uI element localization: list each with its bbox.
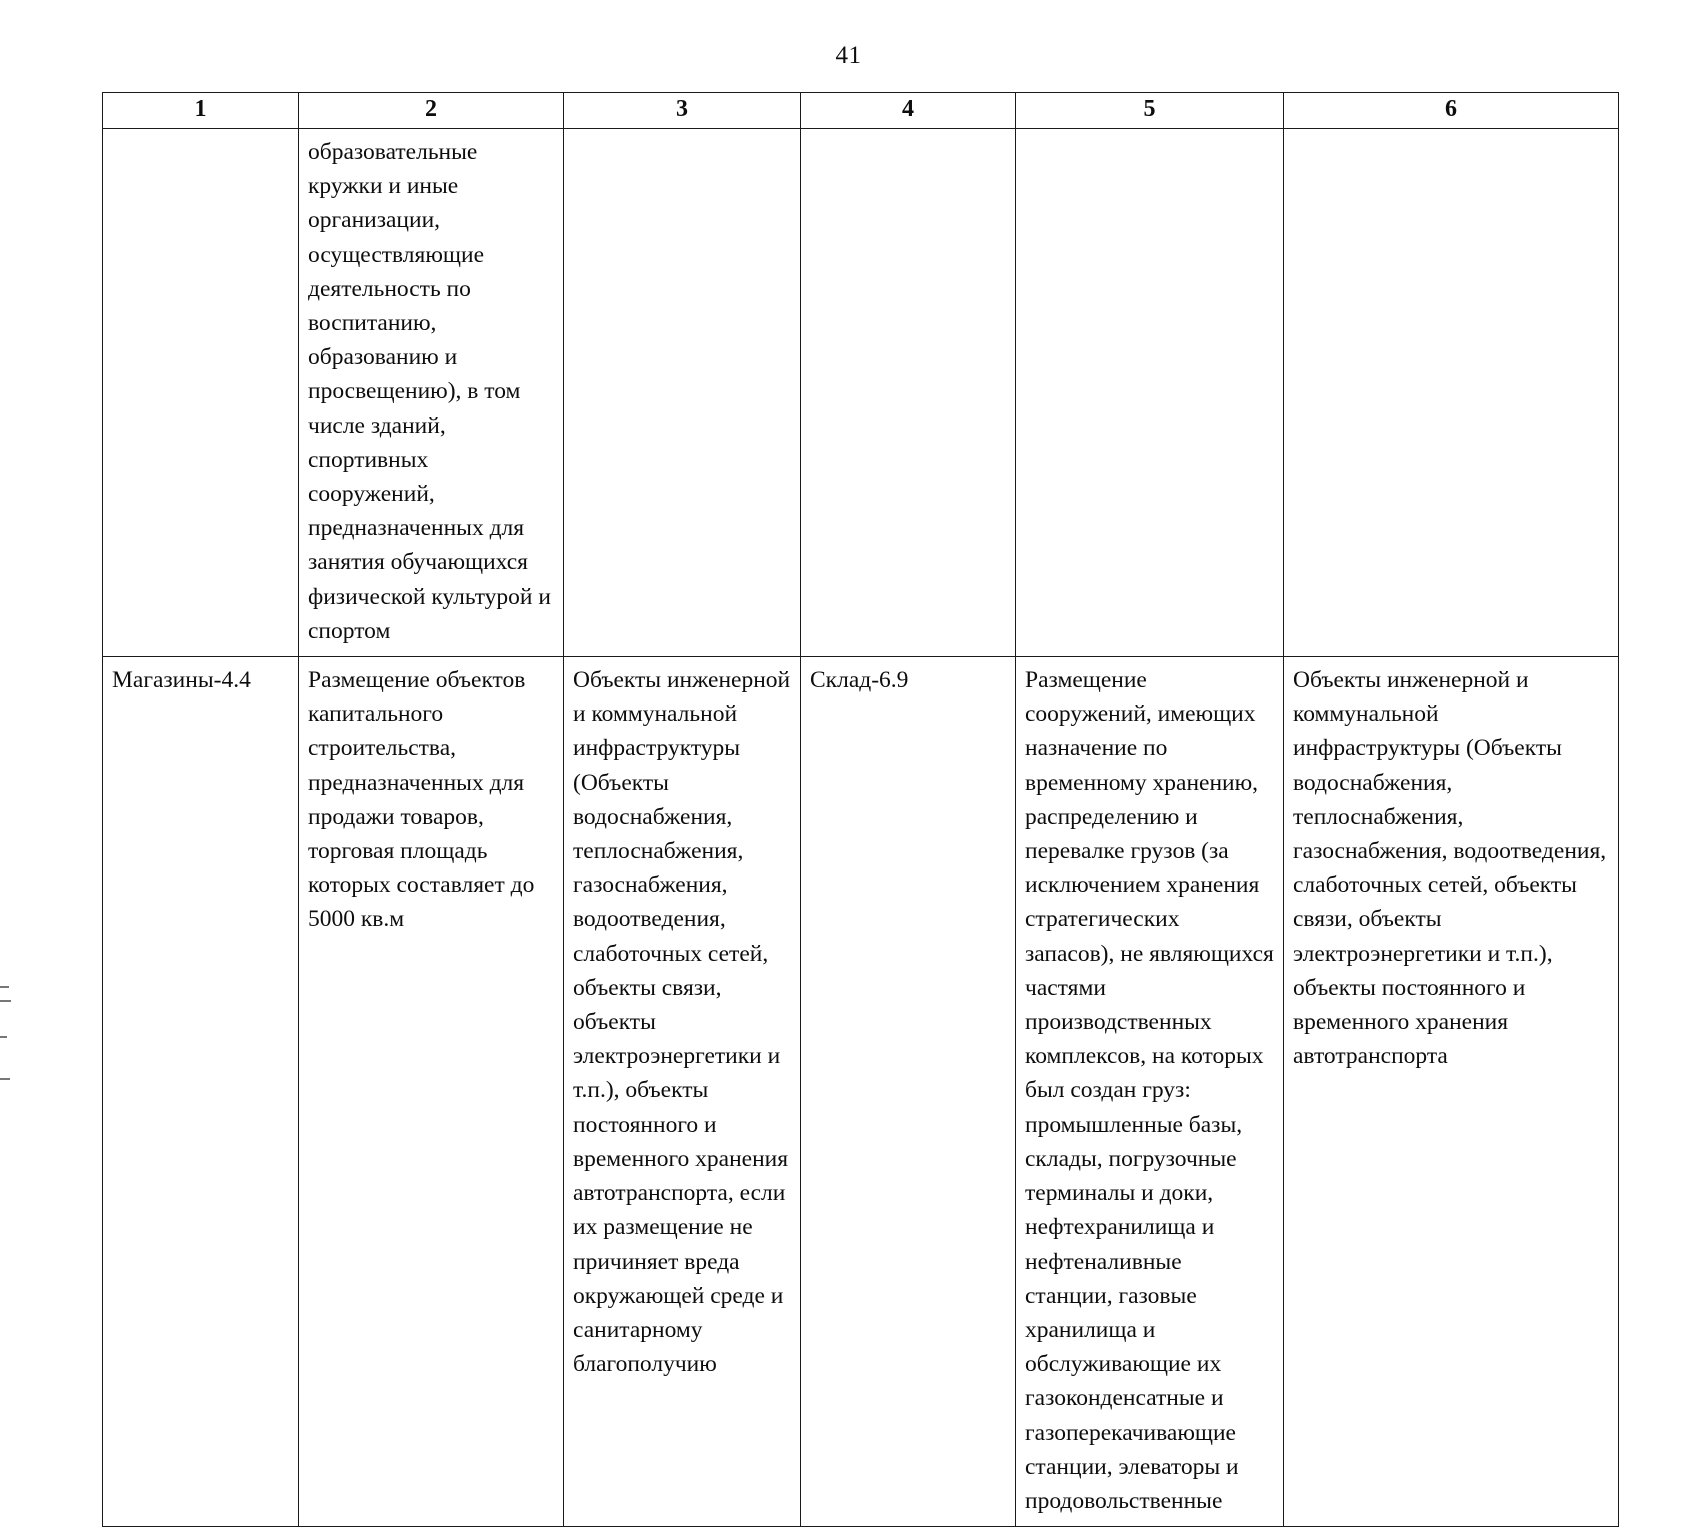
scan-artifact-mark xyxy=(0,1000,11,1002)
table-cell-col6 xyxy=(1284,657,1619,1527)
page-number: 41 xyxy=(835,42,862,69)
scan-artifact-mark xyxy=(0,986,9,988)
cell-text: Размещение объектов капитального строительства, предназначенных для продажи товаров, торговая площадь которых составляет до 5000 кв.м xyxy=(308,667,535,933)
table-cell-col3 xyxy=(564,657,801,1527)
table-cell-col2 xyxy=(299,657,564,1527)
land-use-table xyxy=(102,92,1619,1527)
scan-artifact-mark xyxy=(0,1036,7,1038)
table-cell-col6 xyxy=(1284,129,1619,657)
column-header-6: 6 xyxy=(1284,93,1619,129)
table-header-row xyxy=(103,93,1619,129)
cell-text: Магазины-4.4 xyxy=(112,667,251,694)
column-header-3: 3 xyxy=(564,93,801,129)
cell-text: Объекты инженерной и коммунальной инфраструктуры (Объекты водоснабжения, теплоснабжения, газоснабжения, водоотведения, слаботочных сетей, объекты связи, объекты электроэнергетики и т.п.), объекты постоянного и временного хранения автотранспорта, если их размещение не причиняет вреда окружающей среде и санитарному благополучию xyxy=(573,667,791,1378)
table-row xyxy=(103,129,1619,657)
column-header-5: 5 xyxy=(1016,93,1284,129)
table-cell-col5 xyxy=(1016,129,1284,657)
cell-text: Склад-6.9 xyxy=(810,667,909,694)
table-cell-col1 xyxy=(103,657,299,1527)
column-header-4: 4 xyxy=(801,93,1016,129)
scan-artifact-mark xyxy=(0,1078,10,1080)
column-header-2: 2 xyxy=(299,93,564,129)
table-cell-col4 xyxy=(801,657,1016,1527)
cell-text: образовательные кружки и иные организации, осуществляющие деятельность по воспитанию, образованию и просвещению), в том числе зданий, спортивных сооружений, предназначенных для занятия обучающихся физической культурой и спортом xyxy=(308,139,551,644)
table-row xyxy=(103,657,1619,1527)
cell-text: Объекты инженерной и коммунальной инфраструктуры (Объекты водоснабжения, теплоснабжения, газоснабжения, водоотведения, слаботочных сетей, объекты связи, объекты электроэнергетики и т.п.), объекты постоянного и временного хранения автотранспорта xyxy=(1293,667,1607,1070)
table-cell-col3 xyxy=(564,129,801,657)
land-use-table-container xyxy=(102,92,1618,1527)
table-cell-col1 xyxy=(103,129,299,657)
cell-text: Размещение сооружений, имеющих назначение по временному хранению, распределению и перевалке грузов (за исключением хранения стратегических запасов), не являющихся частями производственных комплексов, на которых был создан груз: промышленные базы, склады, погрузочные терминалы и доки, нефтехранилища и нефтеналивные станции, газовые хранилища и обслуживающие их газоконденсатные и газоперекачивающие станции, элеваторы и продовольственные xyxy=(1025,667,1274,1514)
table-cell-col4 xyxy=(801,129,1016,657)
table-cell-col5 xyxy=(1016,657,1284,1527)
column-header-1: 1 xyxy=(103,93,299,129)
table-cell-col2 xyxy=(299,129,564,657)
